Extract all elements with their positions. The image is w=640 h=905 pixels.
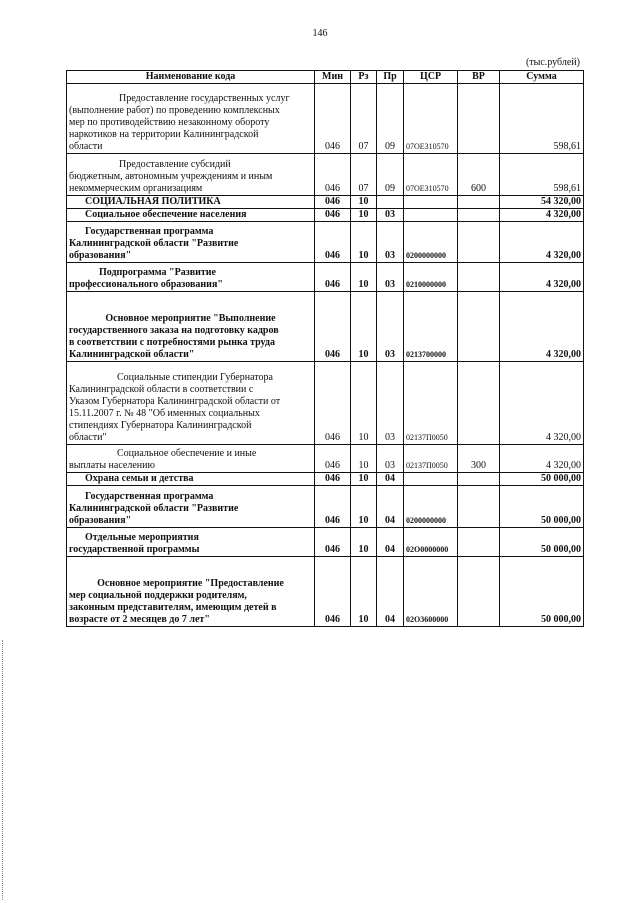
cell-pr: 03 xyxy=(377,362,404,445)
cell-min: 046 xyxy=(315,557,351,627)
cell-csr xyxy=(404,196,458,209)
cell-pr: 03 xyxy=(377,222,404,263)
cell-csr: 02О0000000 xyxy=(404,528,458,557)
name-text: образования" xyxy=(69,250,132,261)
name-line xyxy=(69,566,312,578)
cell-vr xyxy=(458,263,500,292)
name-line xyxy=(69,578,312,590)
cell-pr: 03 xyxy=(377,209,404,222)
cell-sum: 4 320,00 xyxy=(500,209,584,222)
name-line xyxy=(69,209,312,221)
cell-vr xyxy=(458,84,500,154)
cell-sum: 4 320,00 xyxy=(500,263,584,292)
cell-sum: 50 000,00 xyxy=(500,473,584,486)
table-row xyxy=(67,196,584,209)
name-text: (выполнение работ) по проведению комплексных xyxy=(69,105,280,116)
cell-vr xyxy=(458,196,500,209)
cell-csr: 07ОЕ310570 xyxy=(404,84,458,154)
name-line xyxy=(69,183,312,195)
name-line xyxy=(69,171,312,183)
cell-rz: 07 xyxy=(351,154,377,196)
cell-pr: 04 xyxy=(377,557,404,627)
name-line xyxy=(69,117,312,129)
table-row xyxy=(67,222,584,263)
name-text: Калининградской области "Развитие xyxy=(69,503,239,514)
name-line xyxy=(69,590,312,602)
name-line xyxy=(69,93,312,105)
cell-rz: 10 xyxy=(351,209,377,222)
cell-name xyxy=(67,292,315,362)
cell-vr xyxy=(458,362,500,445)
cell-pr: 09 xyxy=(377,84,404,154)
cell-csr: 02137П0050 xyxy=(404,445,458,473)
cell-min: 046 xyxy=(315,445,351,473)
name-text: в соответствии с потребностями рынка труда xyxy=(69,337,275,348)
name-text: Отдельные мероприятия xyxy=(85,532,199,543)
cell-vr xyxy=(458,528,500,557)
cell-pr: 03 xyxy=(377,263,404,292)
name-line xyxy=(69,250,312,262)
name-text: Основное мероприятие "Предоставление xyxy=(97,578,284,589)
table-row xyxy=(67,209,584,222)
cell-csr: 0200000000 xyxy=(404,486,458,528)
cell-pr: 03 xyxy=(377,292,404,362)
table-row xyxy=(67,486,584,528)
name-line xyxy=(69,141,312,153)
cell-vr xyxy=(458,292,500,362)
cell-pr: 04 xyxy=(377,528,404,557)
cell-vr xyxy=(458,209,500,222)
cell-name xyxy=(67,528,315,557)
cell-vr xyxy=(458,222,500,263)
table-row xyxy=(67,473,584,486)
cell-sum: 54 320,00 xyxy=(500,196,584,209)
name-line xyxy=(69,544,312,556)
cell-csr: 07ОЕ310570 xyxy=(404,154,458,196)
cell-rz: 10 xyxy=(351,222,377,263)
cell-pr: 04 xyxy=(377,473,404,486)
cell-rz: 10 xyxy=(351,473,377,486)
name-text: профессионального образования" xyxy=(69,279,223,290)
name-line xyxy=(69,491,312,503)
column-header-min: Мин xyxy=(315,71,351,84)
cell-rz: 07 xyxy=(351,84,377,154)
cell-rz: 10 xyxy=(351,263,377,292)
name-text: Государственная программа xyxy=(85,226,214,237)
name-text: бюджетным, автономным учреждениям и иным xyxy=(69,171,273,182)
name-line xyxy=(69,226,312,238)
cell-min: 046 xyxy=(315,154,351,196)
cell-vr xyxy=(458,557,500,627)
name-text: Калининградской области в соответствии с xyxy=(69,384,254,395)
cell-name xyxy=(67,362,315,445)
table-row xyxy=(67,263,584,292)
cell-name xyxy=(67,486,315,528)
cell-sum: 4 320,00 xyxy=(500,445,584,473)
name-text: государственной программы xyxy=(69,544,200,555)
table-row xyxy=(67,362,584,445)
name-text: области" xyxy=(69,432,107,443)
cell-min: 046 xyxy=(315,362,351,445)
cell-name xyxy=(67,84,315,154)
table-row xyxy=(67,154,584,196)
table-row xyxy=(67,292,584,362)
cell-csr: 02О3600000 xyxy=(404,557,458,627)
cell-vr xyxy=(458,486,500,528)
name-text: СОЦИАЛЬНАЯ ПОЛИТИКА xyxy=(85,196,221,207)
name-text: 15.11.2007 г. № 48 "Об именных социальных xyxy=(69,408,260,419)
name-text: государственного заказа на подготовку кадров xyxy=(69,325,279,336)
name-line xyxy=(69,129,312,141)
unit-note: (тыс.рублей) xyxy=(525,57,580,68)
cell-sum: 4 320,00 xyxy=(500,362,584,445)
cell-sum: 598,61 xyxy=(500,84,584,154)
name-text: Социальное обеспечение и иные xyxy=(117,448,257,459)
cell-sum: 4 320,00 xyxy=(500,292,584,362)
cell-rz: 10 xyxy=(351,196,377,209)
cell-rz: 10 xyxy=(351,292,377,362)
column-header-vr: ВР xyxy=(458,71,500,84)
name-line xyxy=(69,159,312,171)
name-text: законным представителям, имеющим детей в xyxy=(69,602,277,613)
name-text: образования" xyxy=(69,515,132,526)
cell-name xyxy=(67,209,315,222)
cell-min: 046 xyxy=(315,473,351,486)
cell-rz: 10 xyxy=(351,445,377,473)
column-header-csr: ЦСР xyxy=(404,71,458,84)
cell-name xyxy=(67,196,315,209)
cell-pr xyxy=(377,196,404,209)
table-row xyxy=(67,557,584,627)
cell-rz: 10 xyxy=(351,528,377,557)
cell-csr: 0210000000 xyxy=(404,263,458,292)
cell-name xyxy=(67,154,315,196)
name-line xyxy=(69,279,312,291)
cell-pr: 09 xyxy=(377,154,404,196)
cell-min: 046 xyxy=(315,486,351,528)
cell-name xyxy=(67,445,315,473)
name-text: возрасте от 2 месяцев до 7 лет" xyxy=(69,614,210,625)
name-text: мер социальной поддержки родителям, xyxy=(69,590,247,601)
name-line xyxy=(69,238,312,250)
table-row xyxy=(67,84,584,154)
name-line xyxy=(69,420,312,432)
name-line xyxy=(69,602,312,614)
cell-csr: 0200000000 xyxy=(404,222,458,263)
name-text: некоммерческим организациям xyxy=(69,183,203,194)
column-header-pr: Пр xyxy=(377,71,404,84)
name-line xyxy=(69,396,312,408)
name-line xyxy=(69,301,312,313)
cell-csr: 02137П0050 xyxy=(404,362,458,445)
name-line xyxy=(69,408,312,420)
name-text: Указом Губернатора Калининградской области от xyxy=(69,396,281,407)
scan-margin-dots xyxy=(2,640,5,900)
cell-name xyxy=(67,263,315,292)
cell-min: 046 xyxy=(315,292,351,362)
name-text: стипендиях Губернатора Калининградской xyxy=(69,420,252,431)
cell-rz: 10 xyxy=(351,486,377,528)
table-row xyxy=(67,528,584,557)
cell-min: 046 xyxy=(315,263,351,292)
name-line xyxy=(69,515,312,527)
name-text: Основное мероприятие "Выполнение xyxy=(105,313,276,324)
page-number: 146 xyxy=(312,28,328,39)
name-text: мер по противодействию незаконному обороту xyxy=(69,117,270,128)
cell-sum: 50 000,00 xyxy=(500,557,584,627)
name-text: Калининградской области" xyxy=(69,349,195,360)
name-line xyxy=(69,325,312,337)
name-text: Государственная программа xyxy=(85,491,214,502)
name-line xyxy=(69,267,312,279)
cell-csr xyxy=(404,473,458,486)
cell-pr: 03 xyxy=(377,445,404,473)
cell-min: 046 xyxy=(315,528,351,557)
cell-rz: 10 xyxy=(351,362,377,445)
column-header-rz: Рз xyxy=(351,71,377,84)
cell-min: 046 xyxy=(315,222,351,263)
column-header-sum: Сумма xyxy=(500,71,584,84)
cell-sum: 50 000,00 xyxy=(500,486,584,528)
name-line xyxy=(69,384,312,396)
cell-csr xyxy=(404,209,458,222)
name-line xyxy=(69,313,312,325)
name-text: наркотиков на территории Калининградской xyxy=(69,129,259,140)
cell-vr xyxy=(458,473,500,486)
name-line xyxy=(69,532,312,544)
name-text: выплаты населению xyxy=(69,460,155,471)
name-line xyxy=(69,503,312,515)
name-line xyxy=(69,337,312,349)
table-header-row xyxy=(67,71,584,84)
column-header-name: Наименование кода xyxy=(67,71,315,84)
cell-name xyxy=(67,222,315,263)
cell-name xyxy=(67,473,315,486)
cell-min: 046 xyxy=(315,84,351,154)
cell-sum: 598,61 xyxy=(500,154,584,196)
name-text: Социальные стипендии Губернатора xyxy=(117,372,273,383)
cell-rz: 10 xyxy=(351,557,377,627)
name-line xyxy=(69,196,312,208)
cell-sum: 50 000,00 xyxy=(500,528,584,557)
name-text: Калининградской области "Развитие xyxy=(69,238,239,249)
name-text: области xyxy=(69,141,103,152)
name-text: Предоставление субсидий xyxy=(119,159,231,170)
name-line xyxy=(69,372,312,384)
name-text: Охрана семьи и детства xyxy=(85,473,194,484)
cell-vr: 600 xyxy=(458,154,500,196)
cell-vr: 300 xyxy=(458,445,500,473)
name-text: Подпрограмма "Развитие xyxy=(99,267,216,278)
name-line xyxy=(69,448,312,460)
cell-min: 046 xyxy=(315,196,351,209)
table-row xyxy=(67,445,584,473)
budget-table xyxy=(66,70,584,627)
cell-pr: 04 xyxy=(377,486,404,528)
name-line xyxy=(69,432,312,444)
cell-min: 046 xyxy=(315,209,351,222)
name-text: Предоставление государственных услуг xyxy=(119,93,290,104)
cell-csr: 0213700000 xyxy=(404,292,458,362)
name-line xyxy=(69,614,312,626)
cell-name xyxy=(67,557,315,627)
name-line xyxy=(69,460,312,472)
name-line xyxy=(69,349,312,361)
name-line xyxy=(69,105,312,117)
name-line xyxy=(69,473,312,485)
name-text: Социальное обеспечение населения xyxy=(85,209,247,220)
cell-sum: 4 320,00 xyxy=(500,222,584,263)
